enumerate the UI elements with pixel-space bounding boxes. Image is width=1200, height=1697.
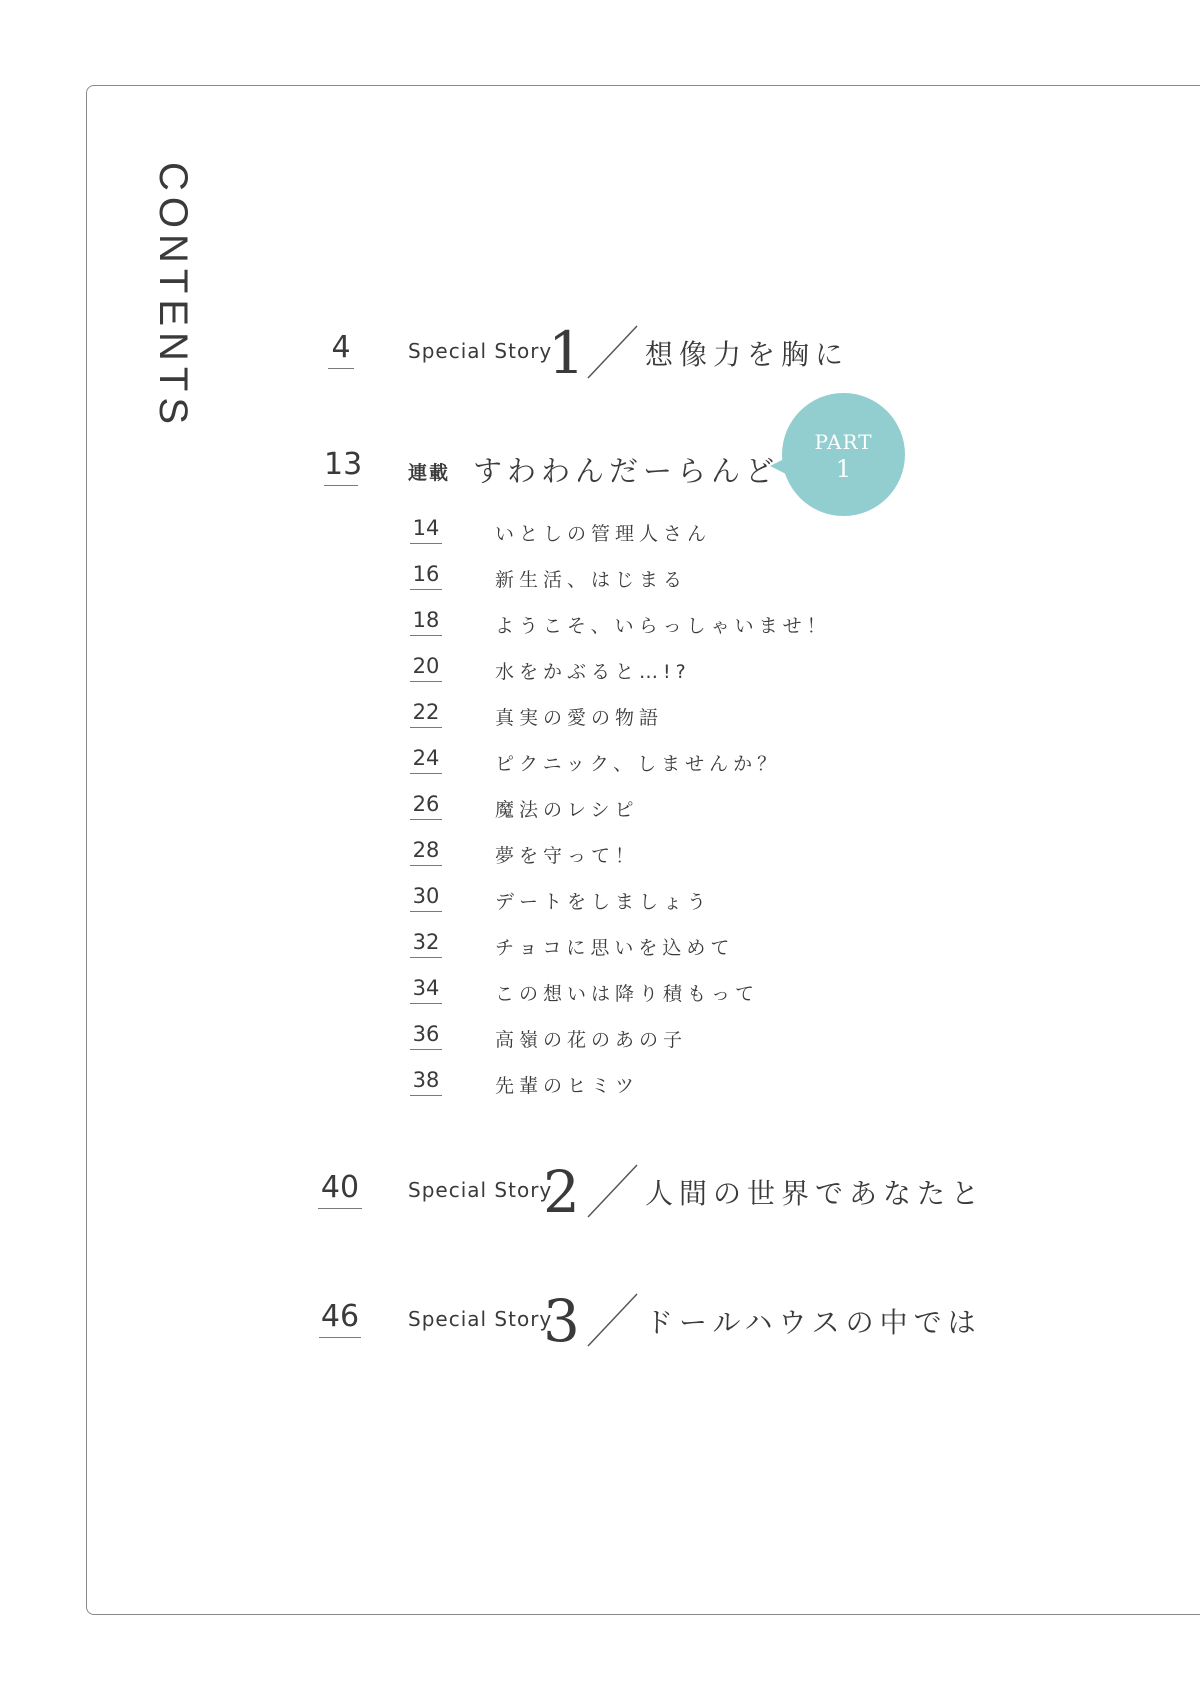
episode-page-number: 20 [410,656,442,682]
story-1-numeral: 1 [548,319,585,387]
part-badge-label: PART [814,430,873,454]
episode-page-number: 26 [410,794,442,820]
story-1-title: 想像力を胸に [645,338,850,371]
episode-page-number: 24 [410,748,442,774]
part-badge-number: 1 [835,455,852,483]
episode-title: デートをしましょう [495,891,712,913]
episode-page-number: 14 [410,518,442,544]
page-frame [86,85,1200,1615]
story-2-title: 人間の世界であなたと [645,1177,986,1210]
story-2-page-number: 40 [318,1173,362,1209]
episode-page-number: 32 [410,932,442,958]
episode-title: 夢を守って！ [495,845,640,867]
series-page-number: 13 [324,450,358,486]
episode-page-number: 30 [410,886,442,912]
story-3-title: ドールハウスの中では [645,1306,982,1339]
story-1-slash [585,323,640,381]
episode-title: ピクニック、しませんか？ [495,753,782,775]
episode-page-number: 38 [410,1070,442,1096]
episode-title: 高嶺の花のあの子 [495,1029,688,1051]
episode-title: 水をかぶると…!? [495,661,691,683]
story-1-page-number: 4 [328,333,354,369]
episode-title: いとしの管理人さん [495,523,712,545]
story-2-numeral: 2 [543,1158,580,1226]
story-3-page-number: 46 [319,1302,361,1338]
episode-page-number: 18 [410,610,442,636]
story-3-numeral: 3 [543,1287,580,1355]
episode-title: この想いは降り積もって [495,983,760,1005]
series-label: 連載 [408,462,451,484]
series-title: すわわんだーらんど [473,454,780,488]
story-3-label: Special Story [408,1307,553,1331]
episode-title: 真実の愛の物語 [495,707,664,729]
story-1-label: Special Story [408,339,553,363]
story-3-slash [585,1291,640,1349]
episode-page-number: 28 [410,840,442,866]
episode-page-number: 22 [410,702,442,728]
episode-title: 先輩のヒミツ [495,1075,640,1097]
episode-title: ようこそ、いらっしゃいませ！ [495,615,831,637]
episode-title: 魔法のレシピ [495,799,639,821]
contents-heading: CONTENTS [151,162,195,430]
episode-title: 新生活、はじまる [495,569,688,591]
episode-page-number: 16 [410,564,442,590]
story-2-slash [585,1162,640,1220]
part-badge [782,393,905,516]
episode-title: チョコに思いを込めて [495,937,735,959]
story-2-label: Special Story [408,1178,553,1202]
episode-page-number: 34 [410,978,442,1004]
episode-page-number: 36 [410,1024,442,1050]
